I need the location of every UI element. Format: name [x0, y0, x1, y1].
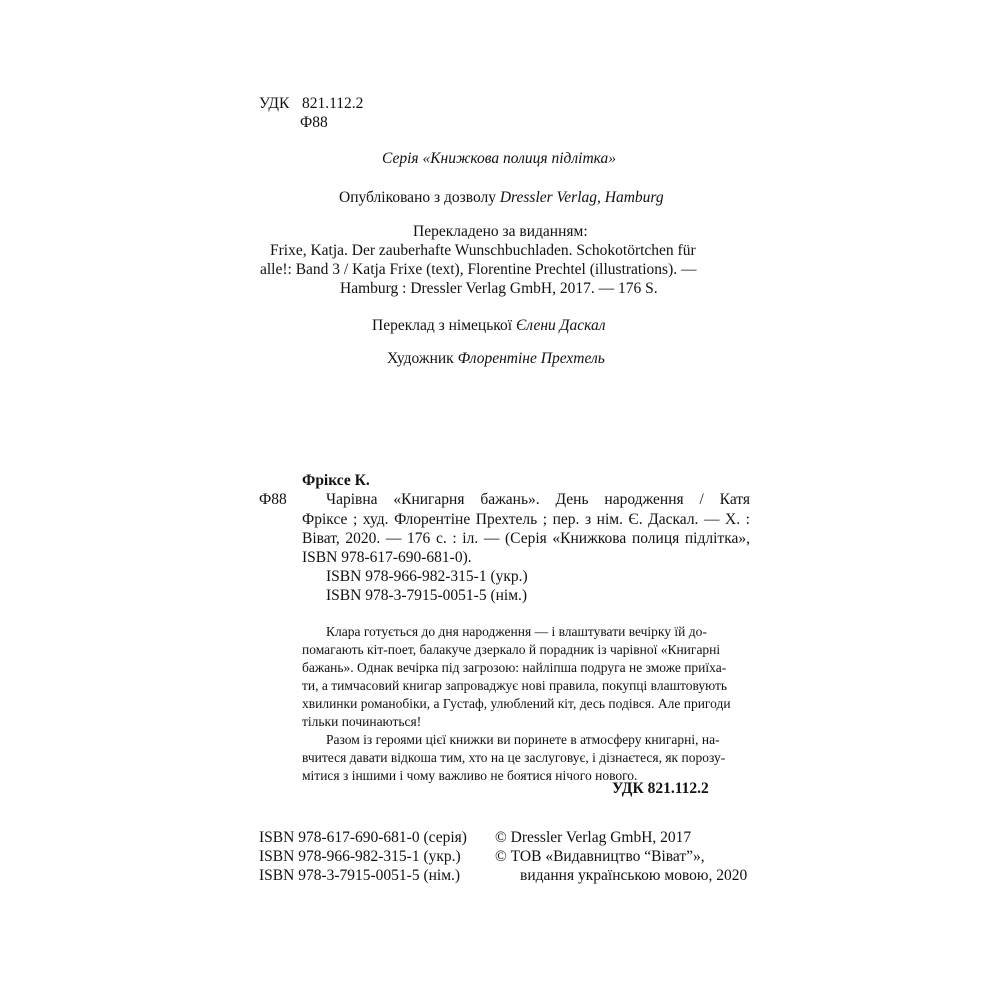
series-prefix: Серія	[382, 150, 423, 167]
udk-label: УДК	[259, 95, 290, 112]
series-title: «Книжкова полиця підлітка»	[422, 150, 616, 167]
translated-from-line-2: alle!: Band 3 / Katja Frixe (text), Florentine Prechtel (illustrations). —	[260, 261, 697, 278]
translator-prefix: Переклад з німецької	[372, 317, 516, 334]
udk-top-author-mark: Ф88	[300, 114, 328, 131]
translator-line	[372, 316, 606, 336]
annotation-p2-line-2: вчитеся давати відкоша тим, хто на це заслуговує, і дізнаєтеся, як порозу-	[302, 750, 726, 765]
copyright-dressler: © Dressler Verlag GmbH, 2017	[495, 829, 692, 846]
isbn-ger: ISBN 978-3-7915-0051-5 (нім.)	[259, 867, 461, 884]
catalog-line-4: ISBN 978-617-690-681-0).	[302, 549, 472, 566]
annotation-p1-line-4: ти, а тимчасовий книгар запроваджує нові правила, покупці влаштовують	[302, 678, 728, 693]
catalog-isbn-ger: ISBN 978-3-7915-0051-5 (нім.)	[326, 587, 528, 604]
catalog-line-1: Чарівна «Книгарня бажань». День народження / Катя	[326, 491, 750, 508]
annotation-udk: УДК 821.112.2	[612, 780, 709, 797]
catalog-author: Фріксе К.	[302, 472, 370, 489]
annotation-p1-line-6: тільки починаються!	[302, 714, 422, 729]
illustrator-line	[387, 349, 605, 369]
annotation-p1-line-2: помагають кіт-поет, балакуче дзеркало й порадник із чарівної «Книгарні	[302, 642, 721, 657]
annotation-p1-line-1: Клара готується до дня народження — і влаштувати вечірку їй до-	[326, 624, 707, 639]
catalog-mark: Ф88	[259, 491, 287, 508]
translated-from-line-1: Frixe, Katja. Der zauberhafte Wunschbuchladen. Schokotörtchen für	[270, 242, 696, 259]
published-prefix: Опубліковано з дозволу	[339, 189, 500, 206]
udk-top-code: 821.112.2	[302, 95, 364, 112]
catalog-isbn-ukr: ISBN 978-966-982-315-1 (укр.)	[326, 568, 528, 585]
translator-name: Єлени Даскал	[515, 317, 606, 334]
annotation-p1-line-3: бажань». Однак вечірка під загрозою: найліпша подруга не зможе приїха-	[302, 660, 727, 675]
translated-from-heading: Перекладено за виданням:	[413, 223, 588, 240]
copyright-vivat: © ТОВ «Видавництво “Віват”»,	[495, 848, 705, 865]
copyright-vivat-edition: видання українською мовою, 2020	[520, 867, 748, 884]
isbn-series: ISBN 978-617-690-681-0 (серія)	[259, 829, 467, 846]
series-line	[382, 149, 616, 169]
illustrator-prefix: Художник	[387, 350, 458, 367]
annotation-p2-line-3: мітися з іншими і чому важливо не боятися нічого нового.	[302, 768, 638, 783]
annotation-p2-line-1: Разом із героями цієї книжки ви поринете в атмосферу книгарні, на-	[326, 732, 720, 747]
translated-from-line-3: Hamburg : Dressler Verlag GmbH, 2017. — 176 S.	[340, 280, 658, 297]
catalog-line-3: Віват, 2020. — 176 с. : іл. — (Серія «Книжкова полиця підлітка»,	[302, 530, 750, 547]
catalog-line-2: Фріксе ; худ. Флорентіне Прехтель ; пер. з нім. Є. Даскал. — Х. :	[302, 511, 750, 528]
isbn-ukr: ISBN 978-966-982-315-1 (укр.)	[259, 848, 461, 865]
udk-top-label	[259, 94, 289, 114]
illustrator-name: Флорентіне Прехтель	[457, 350, 605, 367]
published-line	[339, 188, 664, 208]
published-publisher: Dressler Verlag, Hamburg	[499, 189, 664, 206]
annotation-p1-line-5: хвилинки романобіки, а Густаф, улюблений кіт, десь подівся. Але пригоди	[302, 696, 731, 711]
